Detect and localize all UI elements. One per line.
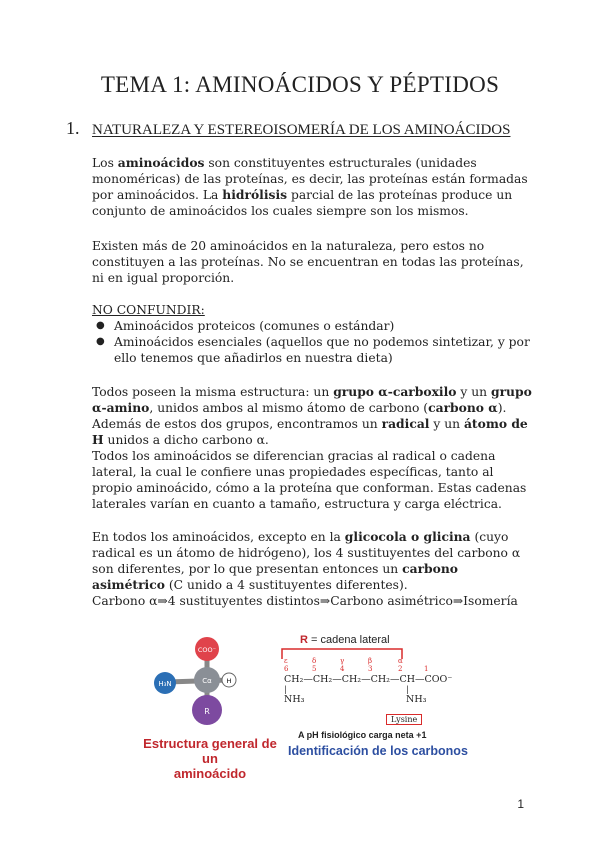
ca-label: Cα [202, 677, 212, 685]
lysine-chain: CH₂—CH₂—CH₂—CH₂—CH—COO⁻ [284, 674, 453, 685]
figure-amino-acid-structure [143, 632, 277, 781]
side-chain-bracket [280, 646, 480, 660]
paragraph-glicina: En todos los aminoácidos, excepto en la glicocola o glicina (cuyo radical es un átomo de hidrógeno), los 4 sustituyentes del carbono α son diferentes, por lo que presentan entonces un carbono asimétrico (C unido a 4 sustituyentes diferentes). Carbono α⇒4 sustituyentes distintos⇒Carbono asimétrico⇒Isomería [92, 529, 532, 609]
page-number: 1 [517, 797, 524, 811]
r-label: R [204, 707, 210, 716]
term-aminoacidos: aminoácidos [117, 155, 205, 170]
ph-note: A pH fisiológico carga neta +1 [298, 730, 427, 740]
figure-lysine-carbons: R = cadena lateral ε δ γ β α 6 5 4 3 2 1 CH₂—CH₂—CH₂—CH₂—CH—COO⁻ | NH₃ | NH₃ Lysine A pH fisiológico carga neta +1 Identificación de los carbonos [280, 634, 480, 764]
list-item: ● Aminoácidos proteicos (comunes o estándar) [96, 319, 395, 333]
section-heading [66, 118, 511, 139]
paragraph-estructura: Todos poseen la misma estructura: un grupo α-carboxilo y un grupo α-amino, unidos ambos al mismo átomo de carbono (carbono α). Además de estos dos grupos, encontramos un radical y un átomo de H unidos a dicho carbono α. Todos los aminoácidos se diferencian gracias al radical o cadena lateral, la cual le confiere unas propiedades específicas, tanto al propio aminoácido, cómo a la proteína que conforman. Estas cadenas laterales varían en cuanto a tamaño, estructura y carga eléctrica. [92, 384, 532, 511]
list-item: ● Aminoácidos esenciales (aquellos que no podemos sintetizar, y por ello tenemos que añadirlos en nuestra dieta) [96, 335, 530, 365]
section-title: NATURALEZA Y ESTEREOISOMERÍA DE LOS AMINOÁCIDOS [92, 122, 511, 138]
lysine-name-box: Lysine [386, 714, 422, 725]
section-number: 1. [66, 118, 80, 138]
h-label: H [226, 677, 232, 685]
isomeria-line: Carbono α⇒4 sustituyentes distintos⇒Carbono asimétrico⇒Isomería [92, 594, 518, 608]
figure2-caption: Identificación de los carbonos [288, 744, 468, 758]
bullet-icon: ● [96, 320, 105, 331]
figure1-caption: Estructura general de un aminoácido [143, 736, 277, 781]
coo-label: COO⁻ [197, 646, 217, 654]
no-confundir-label: NO CONFUNDIR: [92, 303, 205, 317]
page-title: TEMA 1: AMINOÁCIDOS Y PÉPTIDOS [100, 72, 500, 97]
paragraph-radical: Todos los aminoácidos se diferencian gracias al radical o cadena lateral, la cual le confiere unas propiedades específicas, tanto al propio aminoácido, cómo a la proteína que conforman. Estas cadenas laterales varían en cuanto a tamaño, estructura y carga eléctrica. [92, 449, 527, 511]
nh3-right: NH₃ [406, 694, 427, 705]
nh3-left: NH₃ [284, 694, 305, 705]
amino-acid-molecule [145, 632, 275, 727]
paragraph-definition: Los aminoácidos son constituyentes estructurales (unidades monoméricas) de las proteínas, es decir, las proteínas están formadas por aminoácidos. La hidrólisis parcial de las proteínas produce un conjunto de aminoácidos los cuales siempre son los mismos. [92, 155, 528, 218]
bullet-icon: ● [96, 336, 105, 347]
paragraph-existen: Existen más de 20 aminoácidos en la naturaleza, pero estos no constituyen a las proteínas. No se encuentran en todas las proteínas, ni en igual proporción. [92, 239, 524, 285]
h3n-label: H₃N [158, 680, 172, 688]
r-legend: R = cadena lateral [300, 634, 390, 646]
term-hidrolisis: hidrólisis [222, 187, 288, 202]
bullet-list [96, 318, 536, 366]
